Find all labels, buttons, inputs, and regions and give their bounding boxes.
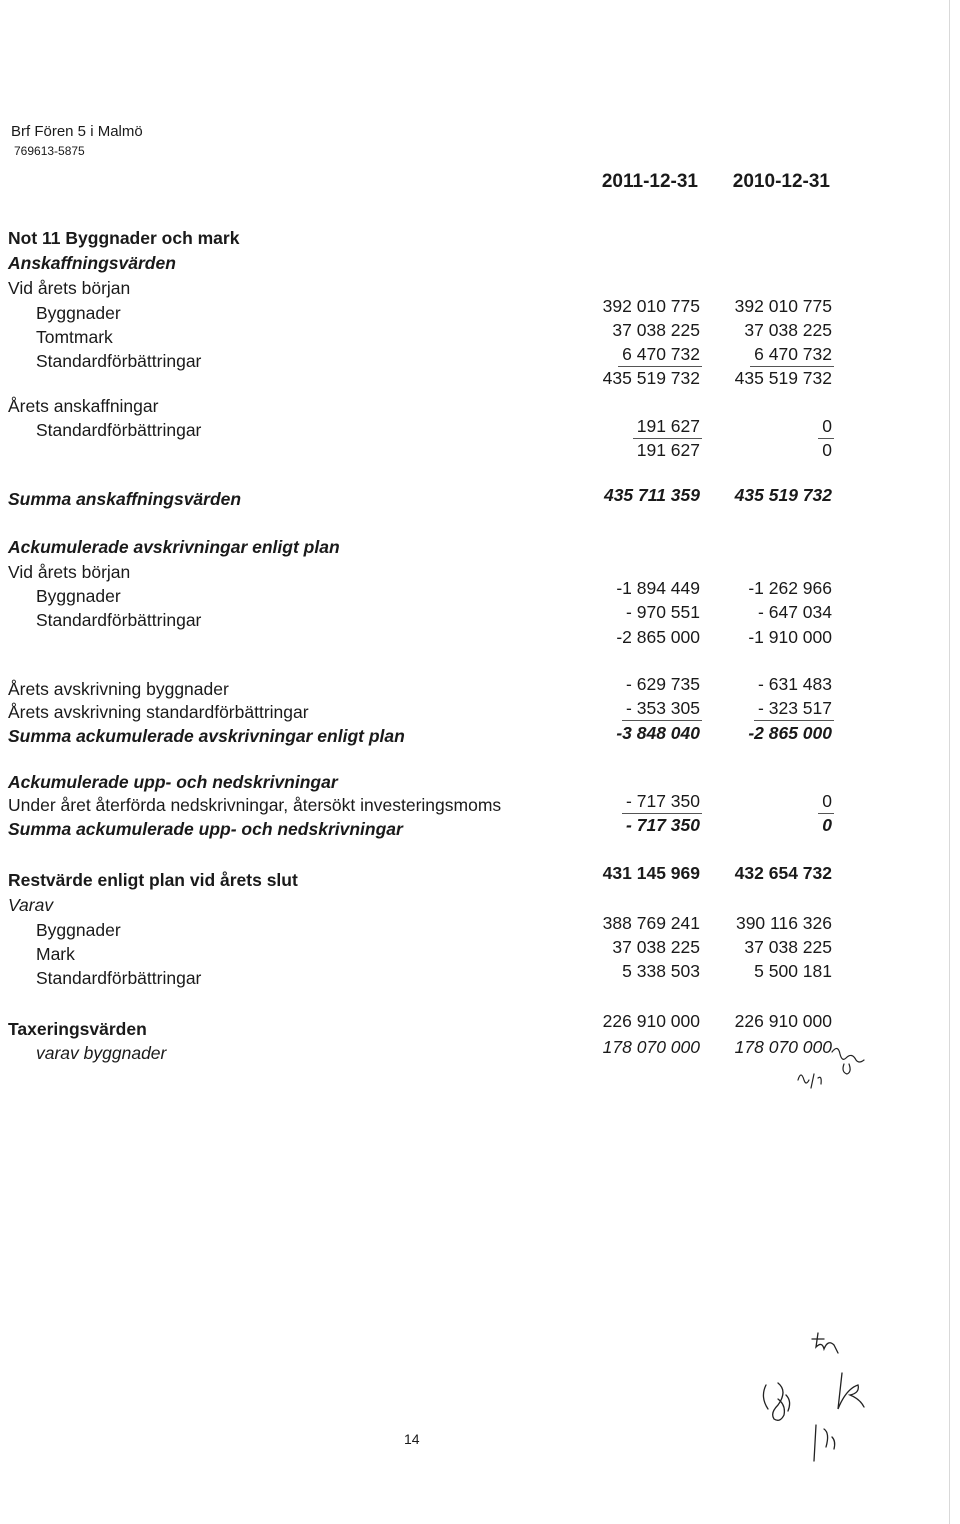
value-2010: - 323 517 (758, 698, 832, 718)
value-2010: -1 262 966 (748, 578, 832, 598)
row-label: Byggnader (36, 586, 121, 606)
opening-label: Vid årets början (8, 278, 131, 298)
value-2011: 388 769 241 (602, 913, 700, 933)
subtotal-2011: -2 865 000 (616, 627, 700, 647)
row-label: Byggnader (36, 303, 121, 323)
total-label: Summa ackumulerade upp- och nedskrivningar (8, 819, 403, 839)
value-2011: -1 894 449 (616, 578, 700, 598)
row-label: Standardförbättringar (36, 420, 202, 440)
total-label: Summa ackumulerade avskrivningar enligt plan (8, 726, 405, 746)
tax-value-buildings-2011: 178 070 000 (602, 1037, 700, 1057)
value-2010: 37 038 225 (744, 320, 832, 340)
subtotal-2011: 191 627 (636, 440, 700, 460)
organization-name: Brf Fören 5 i Malmö (11, 123, 143, 140)
section-heading-acquisition: Anskaffningsvärden (8, 253, 176, 273)
value-2011: 37 038 225 (612, 937, 700, 957)
section-heading-impairment: Ackumulerade upp- och nedskrivningar (8, 772, 338, 792)
value-2010: 5 500 181 (754, 961, 832, 981)
column-header-2010: 2010-12-31 (732, 171, 830, 192)
varav-label: Varav (8, 895, 54, 915)
value-2011: 392 010 775 (602, 296, 700, 316)
handwritten-signatures-bottom (750, 1325, 890, 1475)
value-2011: - 629 735 (626, 674, 700, 694)
value-2010: - 647 034 (758, 602, 832, 622)
value-2011: - 970 551 (626, 602, 700, 622)
tax-value-2011: 226 910 000 (602, 1011, 700, 1031)
organization-number: 769613-5875 (14, 144, 85, 158)
total-2010: -2 865 000 (748, 723, 832, 743)
value-2011: 6 470 732 (622, 344, 700, 364)
handwritten-initials-top (778, 1040, 888, 1100)
total-2010: 435 519 732 (734, 485, 832, 505)
value-2010: 0 (822, 416, 832, 436)
residual-value-2010: 432 654 732 (734, 863, 832, 883)
row-label: Årets avskrivning byggnader (8, 679, 229, 699)
value-2011: - 717 350 (626, 791, 700, 811)
row-label: Under året återförda nedskrivningar, återsökt investeringsmoms (8, 795, 502, 815)
subtotal-2010: 435 519 732 (734, 368, 832, 388)
tax-value-buildings-2010: 178 070 000 (734, 1037, 832, 1057)
value-2011: 5 338 503 (622, 961, 700, 981)
row-label: Tomtmark (36, 327, 113, 347)
total-2010: 0 (822, 815, 832, 835)
row-label: Standardförbättringar (36, 610, 202, 630)
residual-value-label: Restvärde enligt plan vid årets slut (8, 870, 298, 890)
row-label: Byggnader (36, 920, 121, 940)
value-2011: 191 627 (636, 416, 700, 436)
row-label: Mark (36, 944, 75, 964)
total-2011: -3 848 040 (616, 723, 700, 743)
subtotal-2011: 435 519 732 (602, 368, 700, 388)
value-2011: - 353 305 (626, 698, 700, 718)
acquisitions-label: Årets anskaffningar (8, 396, 159, 416)
total-label: Summa anskaffningsvärden (8, 489, 242, 509)
page-number: 14 (404, 1431, 420, 1447)
note-title: Not 11 Byggnader och mark (8, 228, 240, 248)
value-2010: 37 038 225 (744, 937, 832, 957)
row-label: Årets avskrivning standardförbättringar (8, 702, 309, 722)
tax-value-buildings-label: varav byggnader (36, 1043, 167, 1063)
column-header-2011: 2011-12-31 (601, 171, 698, 192)
residual-value-2011: 431 145 969 (602, 863, 700, 883)
tax-value-label: Taxeringsvärden (8, 1019, 147, 1039)
value-2011: 37 038 225 (612, 320, 700, 340)
value-2010: 6 470 732 (754, 344, 832, 364)
subtotal-2010: -1 910 000 (748, 627, 832, 647)
total-2011: 435 711 359 (603, 485, 700, 505)
value-2010: - 631 483 (758, 674, 832, 694)
opening-label: Vid årets början (8, 562, 131, 582)
subtotal-2010: 0 (822, 440, 832, 460)
section-heading-depreciation: Ackumulerade avskrivningar enligt plan (8, 537, 340, 557)
page-edge (949, 0, 950, 1524)
total-2011: - 717 350 (626, 815, 700, 835)
row-label: Standardförbättringar (36, 968, 202, 988)
tax-value-2010: 226 910 000 (734, 1011, 832, 1031)
value-2010: 392 010 775 (734, 296, 832, 316)
value-2010: 0 (822, 791, 832, 811)
row-label: Standardförbättringar (36, 351, 202, 371)
value-2010: 390 116 326 (735, 913, 832, 933)
